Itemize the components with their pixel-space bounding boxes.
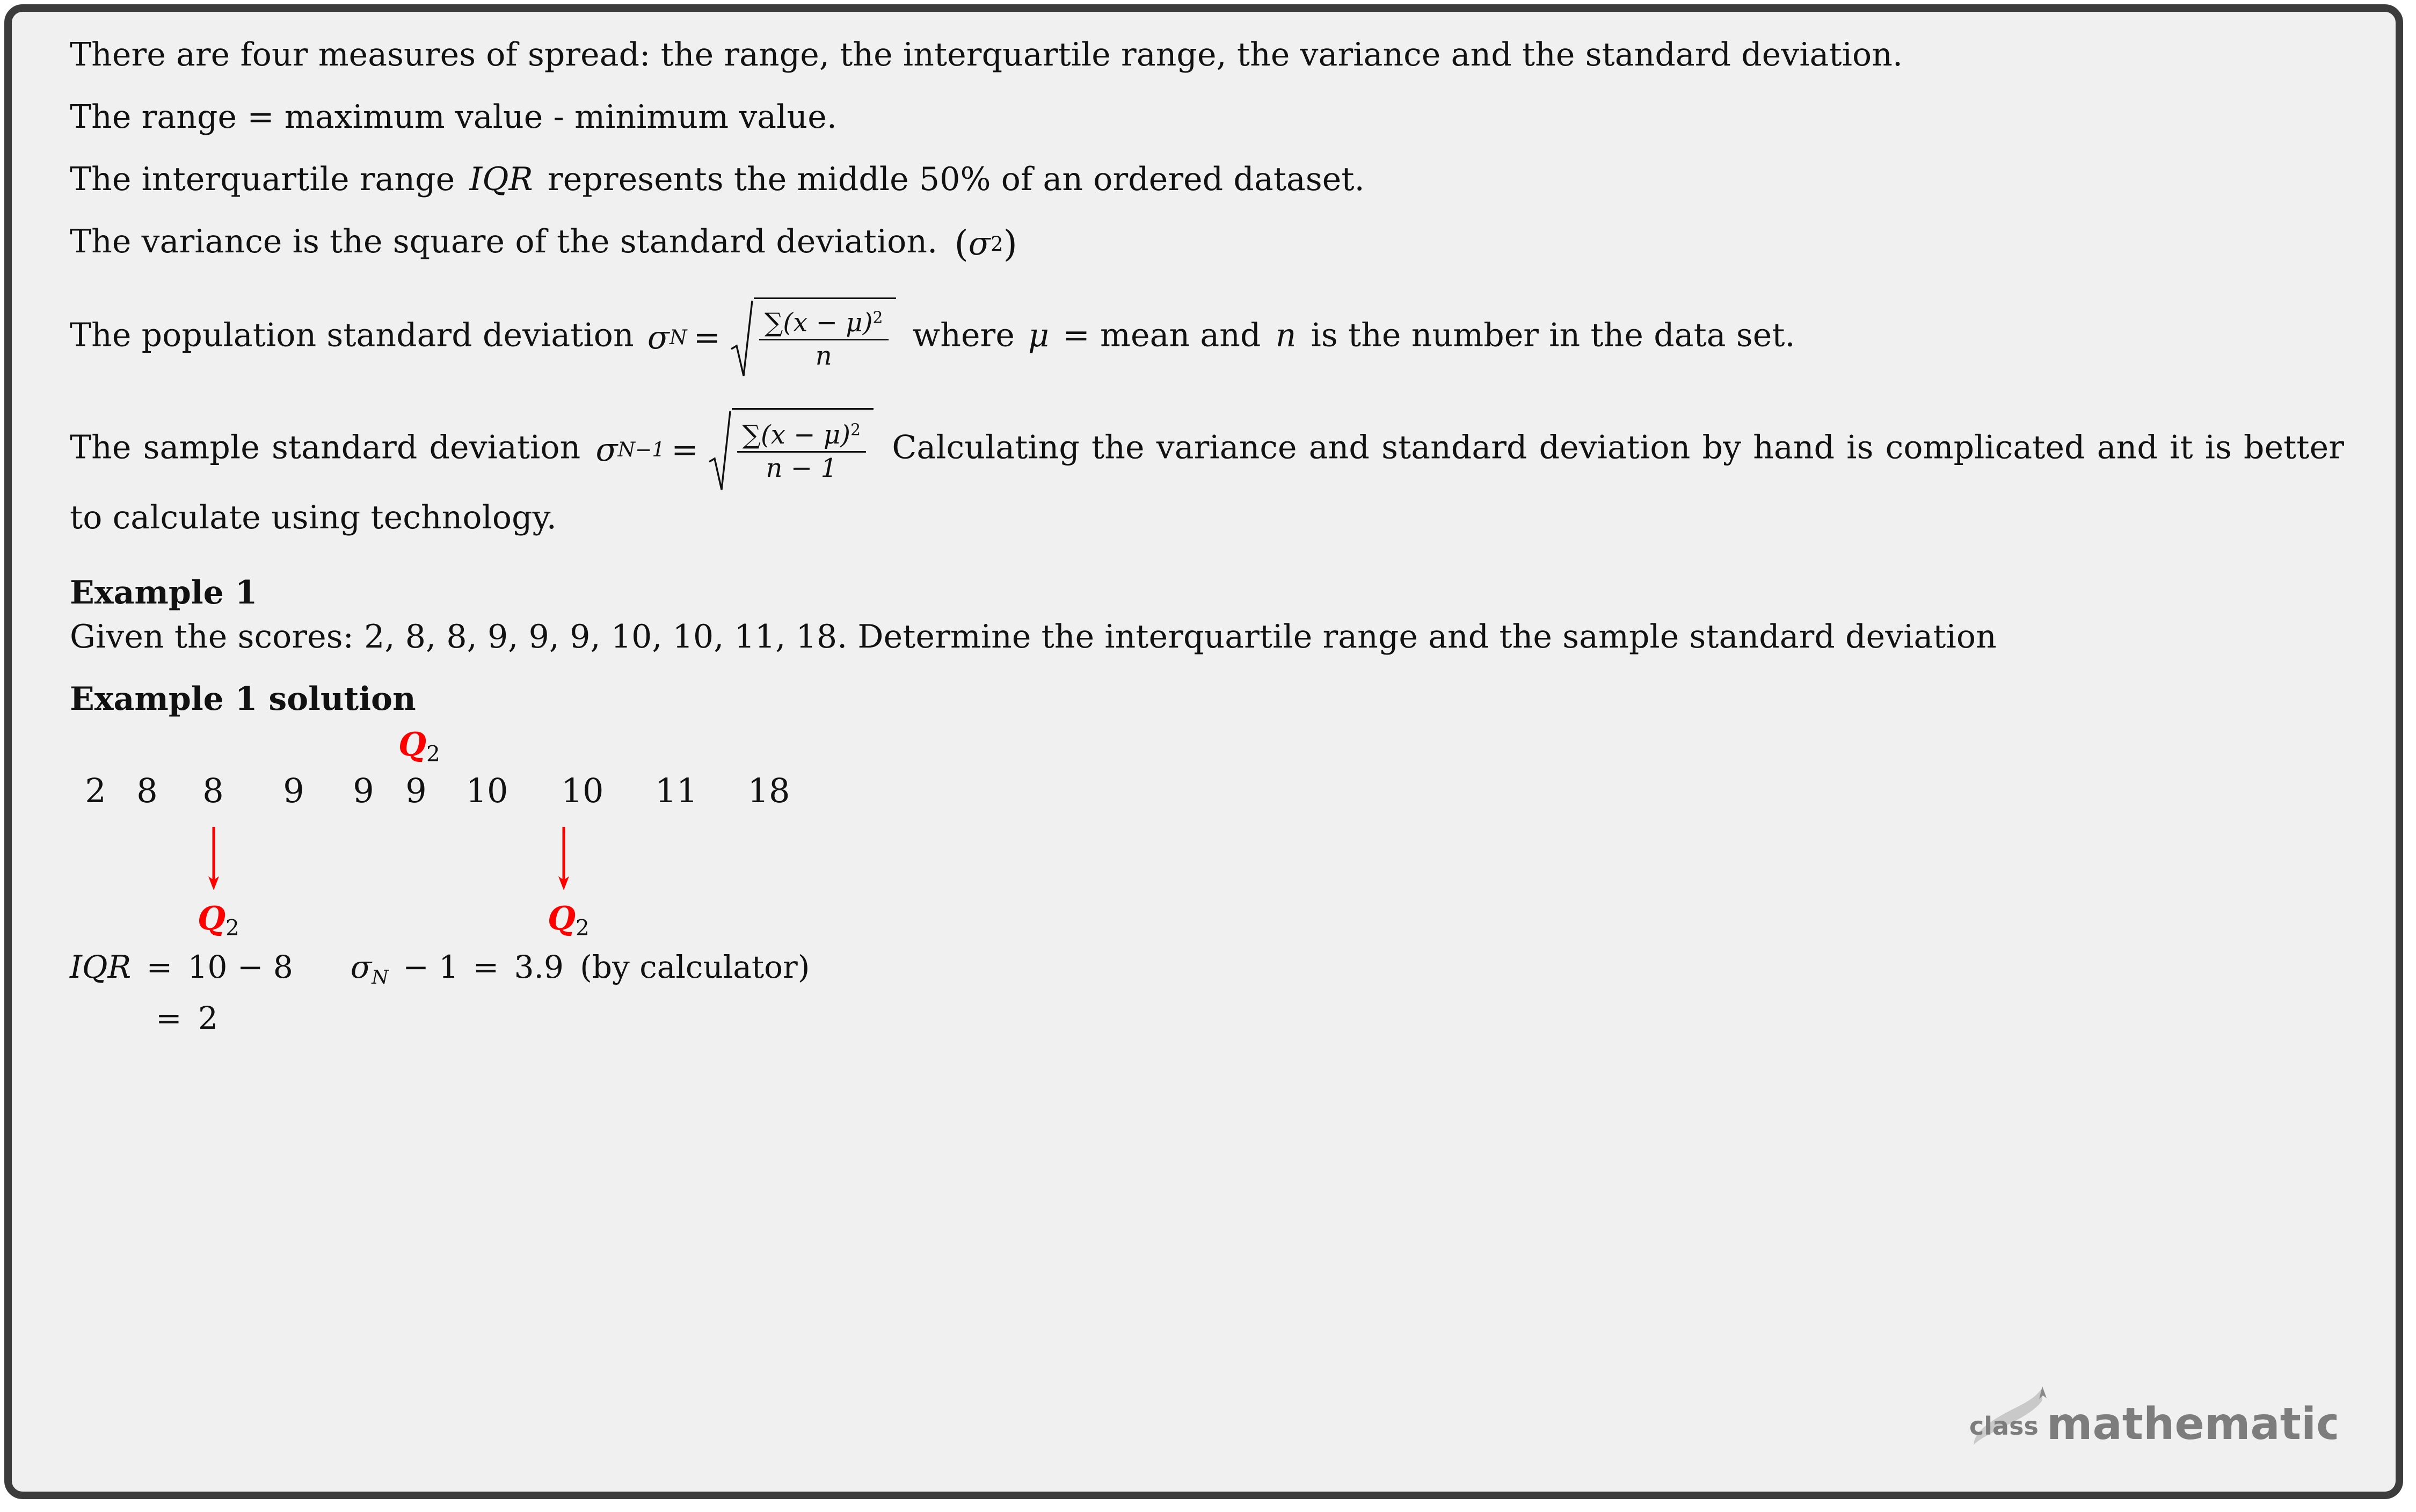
intro-line-4-before: The variance is the square of the standard deviation. — [70, 223, 938, 260]
population-sd-formula — [647, 297, 899, 378]
iqr-symbol: IQR — [469, 161, 533, 198]
upper-quartile-label-index: 2 — [576, 914, 590, 941]
example-solution-heading: Example 1 solution — [70, 680, 416, 718]
population-denominator: n — [815, 341, 832, 372]
mu-symbol: μ — [1028, 316, 1050, 354]
lower-quartile-arrow — [203, 827, 224, 892]
intro-line-4 — [70, 222, 2344, 265]
intro-line-1-text: There are four measures of spread: the range, the interquartile range, the variance and the standard deviation. — [70, 36, 1903, 74]
paren-open: ( — [954, 222, 969, 265]
score-value: 2 — [85, 771, 106, 811]
iqr-equals: = — [146, 949, 173, 986]
upper-quartile-arrow — [553, 827, 574, 892]
intro-line-2 — [70, 98, 2344, 136]
score-value: 9 — [283, 771, 304, 811]
down-arrow-icon — [203, 827, 224, 890]
sample-sigma-subscript: N−1 — [617, 438, 665, 462]
logo-word-mathematics: mathematics — [2047, 1399, 2337, 1450]
intro-line-3-after: represents the middle 50% of an ordered dataset. — [548, 161, 1365, 198]
sd-sigma: σ — [350, 949, 372, 986]
score-value: 18 — [747, 771, 790, 811]
score-value: 8 — [202, 771, 224, 811]
solution-diagram — [70, 725, 2344, 940]
sd-note: (by calculator) — [580, 949, 810, 986]
n-symbol: n — [1275, 316, 1297, 354]
population-numerator-exponent: 2 — [872, 308, 883, 328]
sample-numerator — [737, 421, 867, 451]
score-value: 10 — [561, 771, 604, 811]
intro-line-2-text: The range = maximum value - minimum value. — [70, 98, 837, 136]
upper-quartile-label-symbol: Q — [548, 900, 576, 938]
population-sqrt — [730, 297, 896, 378]
intro-line-3-before: The interquartile range — [70, 161, 455, 198]
population-sd-line — [70, 297, 2344, 378]
document-page — [4, 4, 2403, 1499]
population-sigma-subscript: N — [669, 325, 687, 350]
iqr-expression: 10 − 8 — [187, 949, 293, 986]
radical-sign-icon — [708, 408, 732, 492]
lower-quartile-label-symbol: Q — [198, 900, 226, 938]
score-value: 9 — [405, 771, 427, 811]
population-numerator — [759, 309, 889, 339]
logo-graphic — [1966, 1385, 2337, 1450]
sd-sigma-subscript: N — [372, 966, 389, 988]
sd-minus-one: − 1 — [403, 949, 459, 986]
lower-quartile-label — [198, 900, 239, 941]
sample-sd-suffix: Calculating the variance and standard deviation by hand is complicated and it is better to calculate using technology. — [70, 428, 2344, 537]
population-sigma: σ — [647, 319, 670, 357]
variance-notation — [954, 222, 1017, 265]
iqr-result-equals: = — [156, 999, 182, 1036]
iqr-calculation-line — [70, 951, 2344, 987]
iqr-label: IQR — [70, 949, 132, 986]
population-suffix-3: is the number in the data set. — [1311, 316, 1795, 354]
upper-quartile-label — [548, 900, 590, 941]
population-sd-prefix: The population standard deviation — [70, 316, 634, 354]
paren-close: ) — [1003, 222, 1017, 265]
score-value: 8 — [136, 771, 158, 811]
sample-radicand — [732, 408, 874, 492]
median-label-index: 2 — [426, 740, 440, 767]
sd-equals: = — [472, 949, 499, 986]
logo-word-class: class — [1969, 1412, 2039, 1441]
sample-numerator-text: ∑(x − μ) — [742, 420, 851, 450]
sample-sd-prefix: The sample standard deviation — [70, 428, 581, 467]
class-mathematics-logo — [1966, 1385, 2337, 1450]
example-question: Given the scores: 2, 8, 8, 9, 9, 9, 10, 10, 11, 18. Determine the interquartile range and the sample standard deviation — [70, 618, 1997, 656]
document-content — [70, 36, 2344, 1036]
sigma-symbol: σ — [968, 225, 991, 263]
sigma-exponent: 2 — [990, 231, 1003, 256]
sample-sd-paragraph — [70, 408, 2344, 543]
lower-quartile-label-index: 2 — [225, 914, 239, 941]
sd-value: 3.9 — [514, 949, 564, 986]
sample-fraction — [737, 420, 867, 483]
population-numerator-text: ∑(x − μ) — [765, 308, 873, 338]
sample-equals: = — [671, 431, 698, 469]
example-heading: Example 1 — [70, 574, 258, 612]
intro-line-3 — [70, 161, 2344, 198]
score-value: 10 — [465, 771, 508, 811]
population-fraction — [759, 308, 889, 371]
radical-sign-icon — [730, 297, 754, 378]
population-suffix-2: = mean and — [1063, 316, 1261, 354]
sample-denominator: n − 1 — [766, 453, 838, 484]
scores-row — [70, 771, 815, 811]
median-label — [398, 726, 440, 767]
sample-sd-formula — [595, 408, 877, 492]
sample-sigma: σ — [595, 431, 618, 469]
population-suffix-1: where — [912, 316, 1015, 354]
down-arrow-icon — [553, 827, 574, 890]
population-equals: = — [693, 319, 721, 357]
sample-numerator-exponent: 2 — [850, 420, 861, 440]
iqr-result-line — [70, 999, 2344, 1036]
score-value: 11 — [655, 771, 698, 811]
population-radicand — [754, 297, 896, 378]
median-label-symbol: Q — [398, 726, 427, 764]
iqr-result-value: 2 — [198, 999, 218, 1036]
intro-line-1 — [70, 36, 2344, 74]
sample-sqrt — [708, 408, 874, 492]
score-value: 9 — [353, 771, 374, 811]
